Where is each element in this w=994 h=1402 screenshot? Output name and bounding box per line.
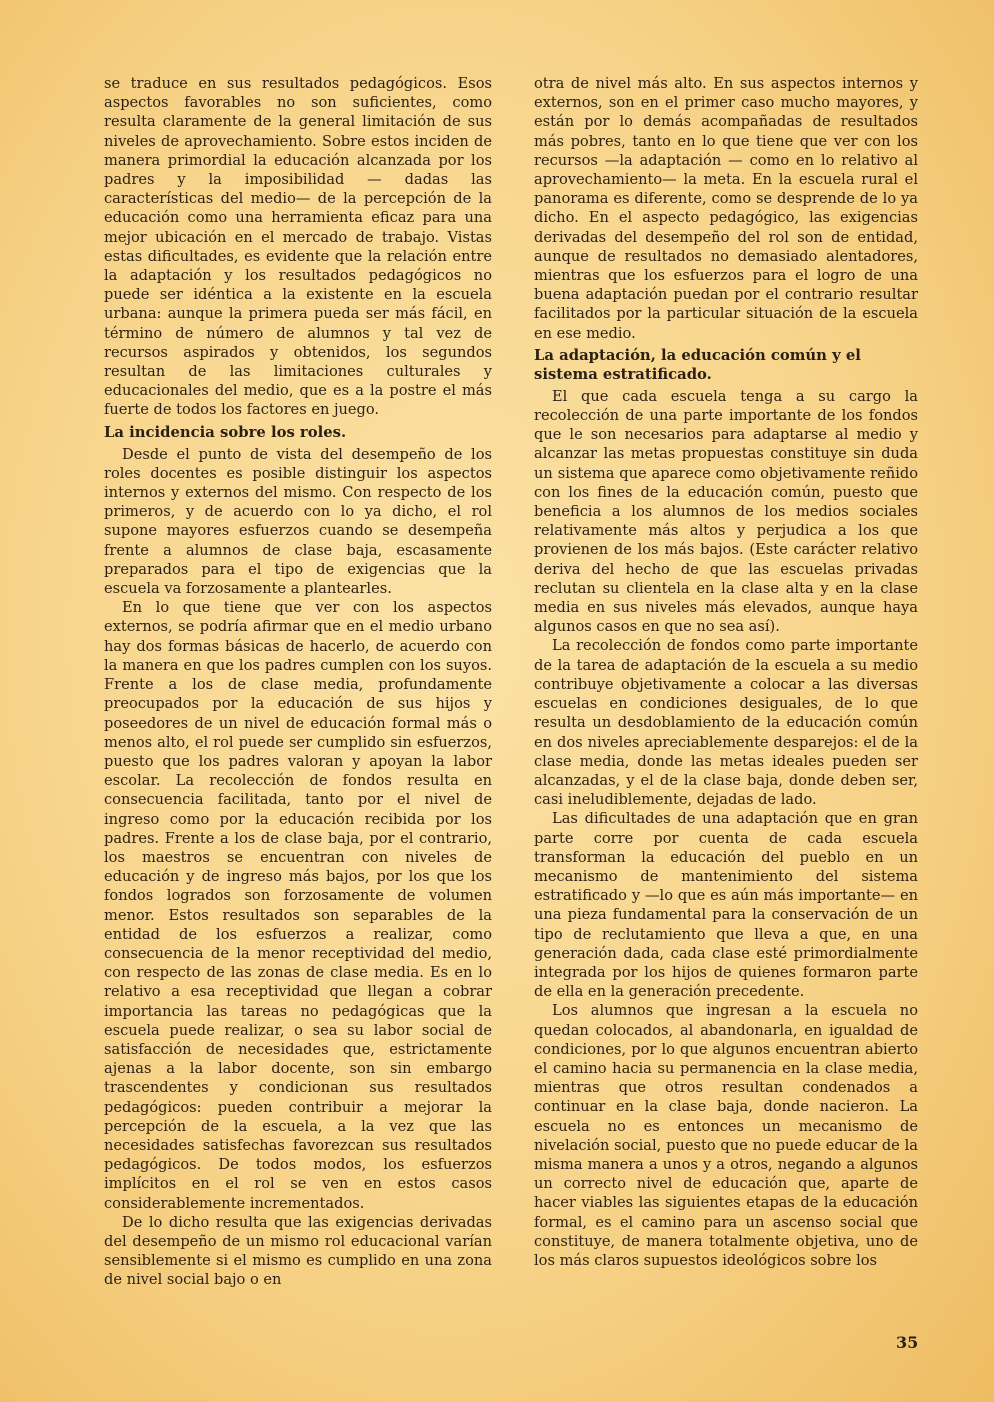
section-heading: La adaptación, la educación común y el sistema estratificado.: [534, 346, 861, 383]
left-column: [104, 74, 492, 1290]
paragraph: otra de nivel más alto. En sus aspectos internos y externos, son en el primer caso mucho mayores, y están por lo demás acompañadas de resultados más pobres, tanto en lo que tiene que ver con los recursos —la adaptación — como en lo relativo al aprovechamiento— la meta. En la escuela rural el panorama es diferente, como se desprende de lo ya dicho. En el aspecto pedagógico, las exigencias derivadas del desempeño del rol son de entidad, aunque de resultados no demasiado alentadores, mientras que los esfuerzos para el logro de una buena adaptación puedan por el contrario resultar facilitados por la particular situación de la escuela en ese medio.: [534, 75, 918, 342]
section-heading: La incidencia sobre los roles.: [104, 423, 347, 441]
paragraph: se traduce en sus resultados pedagógicos. Esos aspectos favorables no son suficientes, como resulta claramente de la general limitación de sus niveles de aprovechamiento. Sobre estos inciden de manera primordial la educación alcanzada por los padres y la imposibilidad — dadas las características del medio— de la percepción de la educación como una herramienta eficaz para una mejor ubicación en el mercado de trabajo. Vistas estas dificultades, es evidente que la relación entre la adaptación y los resultados pedagógicos no puede ser idéntica a la existente en la escuela urbana: aunque la primera pueda ser más fácil, en término de número de alumnos y tal vez de recursos aspirados y obtenidos, los segundos resultan de las limitaciones culturales y educacionales del medio, que es a la postre el más fuerte de todos los factores en juego.: [104, 75, 492, 419]
right-column: [534, 74, 918, 1270]
paragraph: Los alumnos que ingresan a la escuela no quedan colocados, al abandonarla, en igualdad de condiciones, por lo que algunos encuentran abierto el camino hacia su permanencia en la clase media, mientras que otros resultan condenados a continuar en la clase baja, donde nacieron. La escuela no es entonces un mecanismo de nivelación social, puesto que no puede educar de la misma manera a unos y a otros, negando a algunos un correcto nivel de educación que, aparte de hacer viables las siguientes etapas de la educación formal, es el camino para un ascenso social que constituye, de manera totalmente objetiva, uno de los más claros supuestos ideológicos sobre los: [534, 1002, 918, 1269]
paragraph: Las dificultades de una adaptación que en gran parte corre por cuenta de cada escuela transforman la educación del pueblo en un mecanismo de mantenimiento del sistema estratificado y —lo que es aún más importante— en una pieza fundamental para la conservación de un tipo de reclutamiento que lleva a que, en una generación dada, cada clase esté primordialmente integrada por los hijos de quienes formaron parte de ella en la generación precedente.: [534, 810, 918, 1001]
page-number: 35: [896, 1333, 919, 1352]
paragraph: En lo que tiene que ver con los aspectos externos, se podría afirmar que en el medio urbano hay dos formas básicas de hacerlo, de acuerdo con la manera en que los padres cumplen con los suyos. Frente a los de clase media, profundamente preocupados por la educación de sus hijos y poseedores de un nivel de educación formal más o menos alto, el rol puede ser cumplido sin esfuerzos, puesto que los padres valoran y apoyan la labor escolar. La recolección de fondos resulta en consecuencia facilitada, tanto por el nivel de ingreso como por la educación recibida por los padres. Frente a los de clase baja, por el contrario, los maestros se encuentran con niveles de educación y de ingreso más bajos, por los que los fondos logrados son forzosamente de volumen menor. Estos resultados son separables de la entidad de los esfuerzos a realizar, como consecuencia de la menor receptividad del medio, con respecto de las zonas de clase media. Es en lo relativo a esa receptividad que llegan a cobrar importancia las tareas no pedagógicas que la escuela puede realizar, o sea su labor social de satisfacción de necesidades que, estrictamente ajenas a la labor docente, son sin embargo trascendentes y condicionan sus resultados pedagógicos: pueden contribuir a mejorar la percepción de la escuela, a la vez que las necesidades satisfechas favorezcan sus resultados pedagógicos. De todos modos, los esfuerzos implícitos en el rol se ven en estos casos considerablemente incrementados.: [104, 599, 492, 1212]
paragraph: La recolección de fondos como parte importante de la tarea de adaptación de la escuela a su medio contribuye objetivamente a colocar a las diversas escuelas en condiciones desiguales, de lo que resulta un desdoblamiento de la educación común en dos niveles apreciablemente desparejos: el de la clase media, donde las metas ideales pueden ser alcanzadas, y el de la clase baja, donde deben ser, casi ineludiblemente, dejadas de lado.: [534, 637, 918, 809]
paragraph: De lo dicho resulta que las exigencias derivadas del desempeño de un mismo rol educacional varían sensiblemente si el mismo es cumplido en una zona de nivel social bajo o en: [104, 1213, 492, 1289]
paragraph: El que cada escuela tenga a su cargo la recolección de una parte importante de los fondos que le son necesarios para adaptarse al medio y alcanzar las metas propuestas constituye sin duda un sistema que aparece como objetivamente reñido con los fines de la educación común, puesto que beneficia a los alumnos de los medios sociales relativamente más altos y perjudica a los que provienen de los más bajos. (Este carácter relativo deriva del hecho de que las escuelas privadas reclutan su clientela en la clase alta y en la clase media en sus niveles más elevados, aunque haya algunos casos en que no sea así).: [534, 387, 918, 636]
paragraph: Desde el punto de vista del desempeño de los roles docentes es posible distinguir los aspectos internos y externos del mismo. Con respecto de los primeros, y de acuerdo con lo ya dicho, el rol supone mayores esfuerzos cuando se desempeña frente a alumnos de clase baja, escasamente preparados para el tipo de exigencias que la escuela va forzosamente a plantearles.: [104, 445, 492, 598]
